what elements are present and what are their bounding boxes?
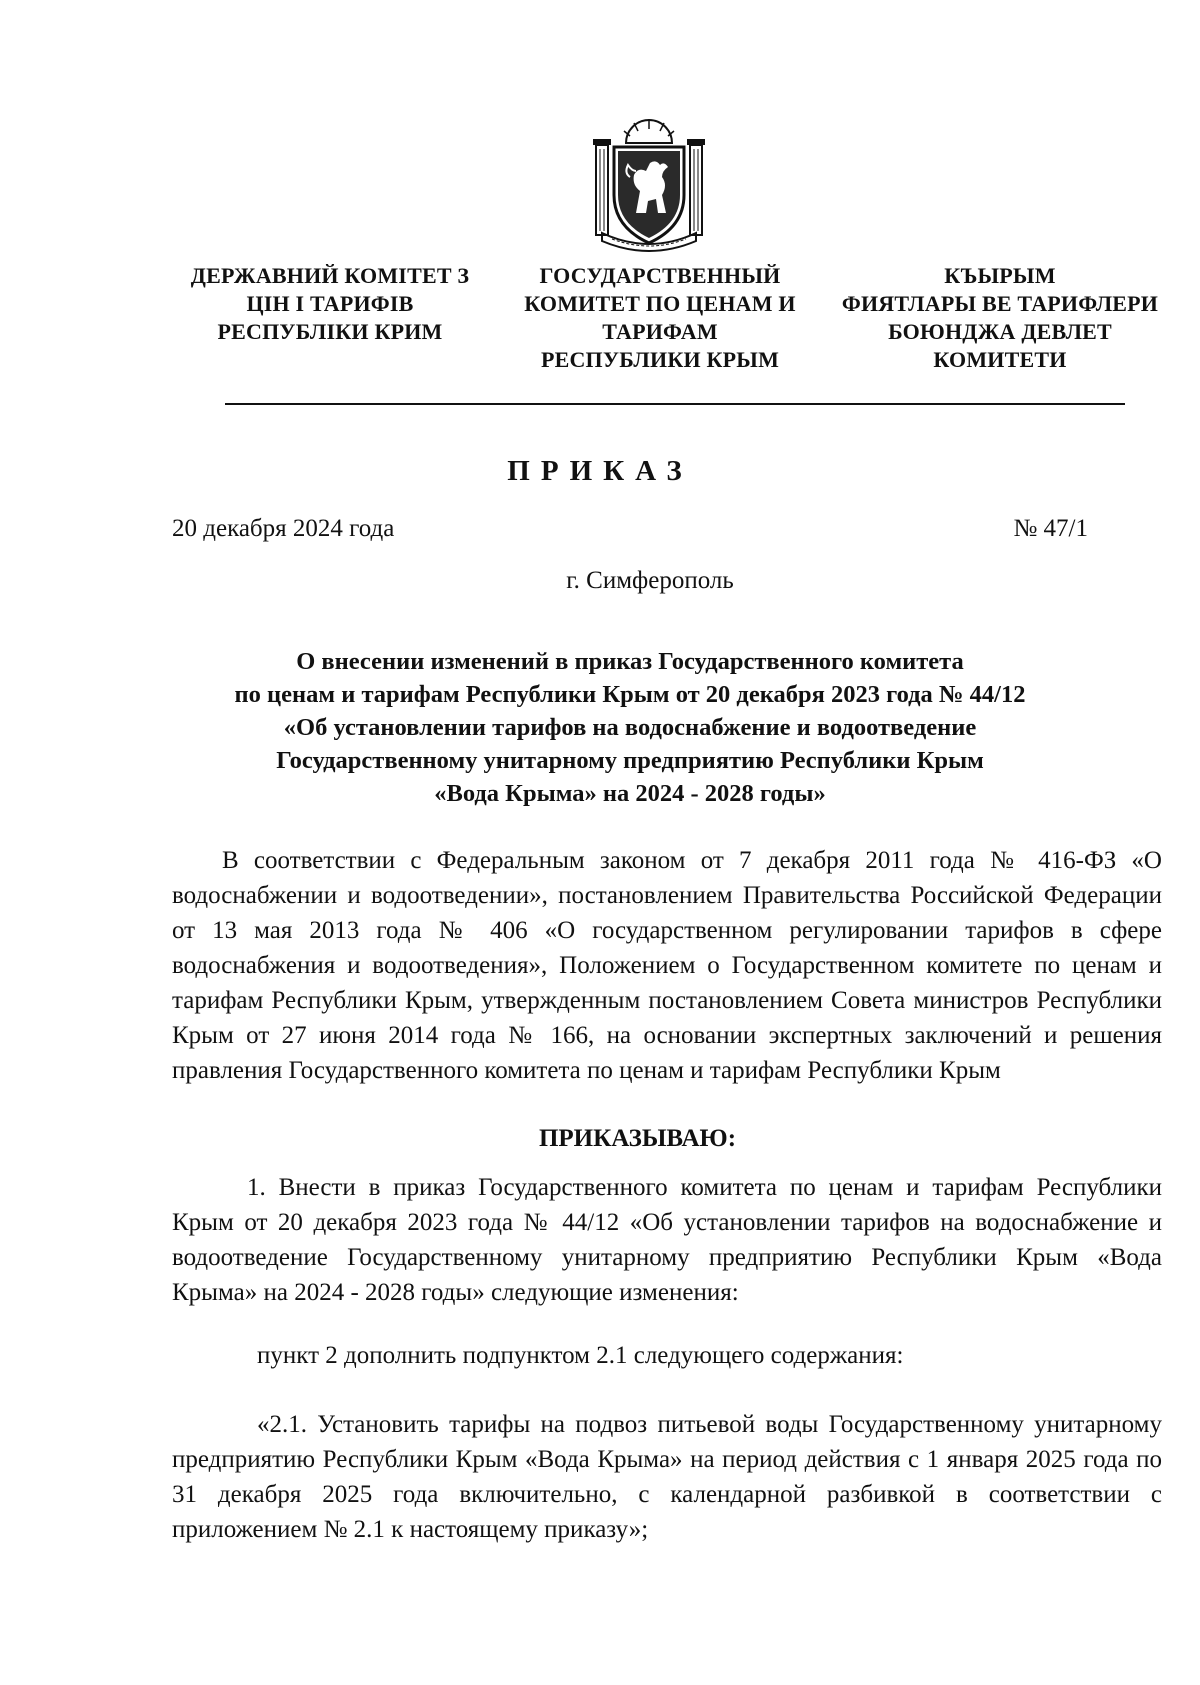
document-title: ПРИКАЗ bbox=[507, 455, 693, 487]
subject-line: «Об установлении тарифов на водоснабжение и водоотведение bbox=[283, 714, 977, 741]
orders-heading: ПРИКАЗЫВАЮ: bbox=[538, 1125, 737, 1152]
subject-line: «Вода Крыма» на 2024 - 2028 годы» bbox=[434, 780, 826, 807]
order-item-1-subpoint: «2.1. Установить тарифы на подвоз питьевой воды Государственному унитарному предприятию Республики Крым «Вода Крыма» на период действия с 1 января 2025 года по 31 декабря 2025 года включительно, с календарной разбивкой в соответствии с приложением № 2.1 к настоящему приказу»; bbox=[172, 1411, 1162, 1543]
subject-line: Государственному унитарному предприятию Республики Крым bbox=[276, 747, 984, 774]
preamble-paragraph: В соответствии с Федеральным законом от 7 декабря 2011 года № 416-ФЗ «О водоснабжении и водоотведении», постановлением Правительства Российской Федерации от 13 мая 2013 года № 406 «О государственном регулировании тарифов в сфере водоснабжения и водоотведения», Положением о Государственном комитете по ценам и тарифам Республики Крым, утвержденным постановлением Совета министров Республики Крым от 27 июня 2014 года № 166, на основании экспертных заключений и решения правления Государственного комитета по ценам и тарифам Республики Крым bbox=[172, 847, 1162, 1084]
issuer-name-russian: ГОСУДАРСТВЕННЫЙ КОМИТЕТ ПО ЦЕНАМ И ТАРИФАМ РЕСПУБЛИКИ КРЫМ bbox=[524, 263, 796, 372]
document-number: № 47/1 bbox=[1013, 515, 1088, 542]
crimea-coat-of-arms-icon bbox=[588, 115, 710, 255]
order-item-1: 1. Внести в приказ Государственного комитета по ценам и тарифам Республики Крым от 20 декабря 2023 года № 44/12 «Об установлении тарифов на водоснабжение и водоотведение Государственному унитарному предприятию Республики Крым «Вода Крыма» на 2024 - 2028 годы» следующие изменения: bbox=[172, 1174, 1162, 1306]
header-divider bbox=[225, 403, 1125, 405]
issuer-header bbox=[175, 262, 1160, 374]
document-city: г. Симферополь bbox=[566, 567, 734, 594]
subject-line: О внесении изменений в приказ Государственного комитета bbox=[296, 648, 964, 675]
order-item-1-point: пункт 2 дополнить подпунктом 2.1 следующего содержания: bbox=[257, 1342, 904, 1369]
issuer-name-crimean-tatar: КЪЫРЫМ ФИЯТЛАРЫ ВЕ ТАРИФЛЕРИ БОЮНДЖА ДЕВЛЕТ КОМИТЕТИ bbox=[841, 263, 1159, 372]
subject-line: по ценам и тарифам Республики Крым от 20 декабря 2023 года № 44/12 bbox=[234, 681, 1026, 708]
issuer-name-ukrainian: ДЕРЖАВНИЙ КОМІТЕТ З ЦІН І ТАРИФІВ РЕСПУБЛІКИ КРИМ bbox=[190, 263, 470, 344]
document-subject bbox=[170, 645, 1090, 810]
document-date: 20 декабря 2024 года bbox=[172, 515, 395, 542]
